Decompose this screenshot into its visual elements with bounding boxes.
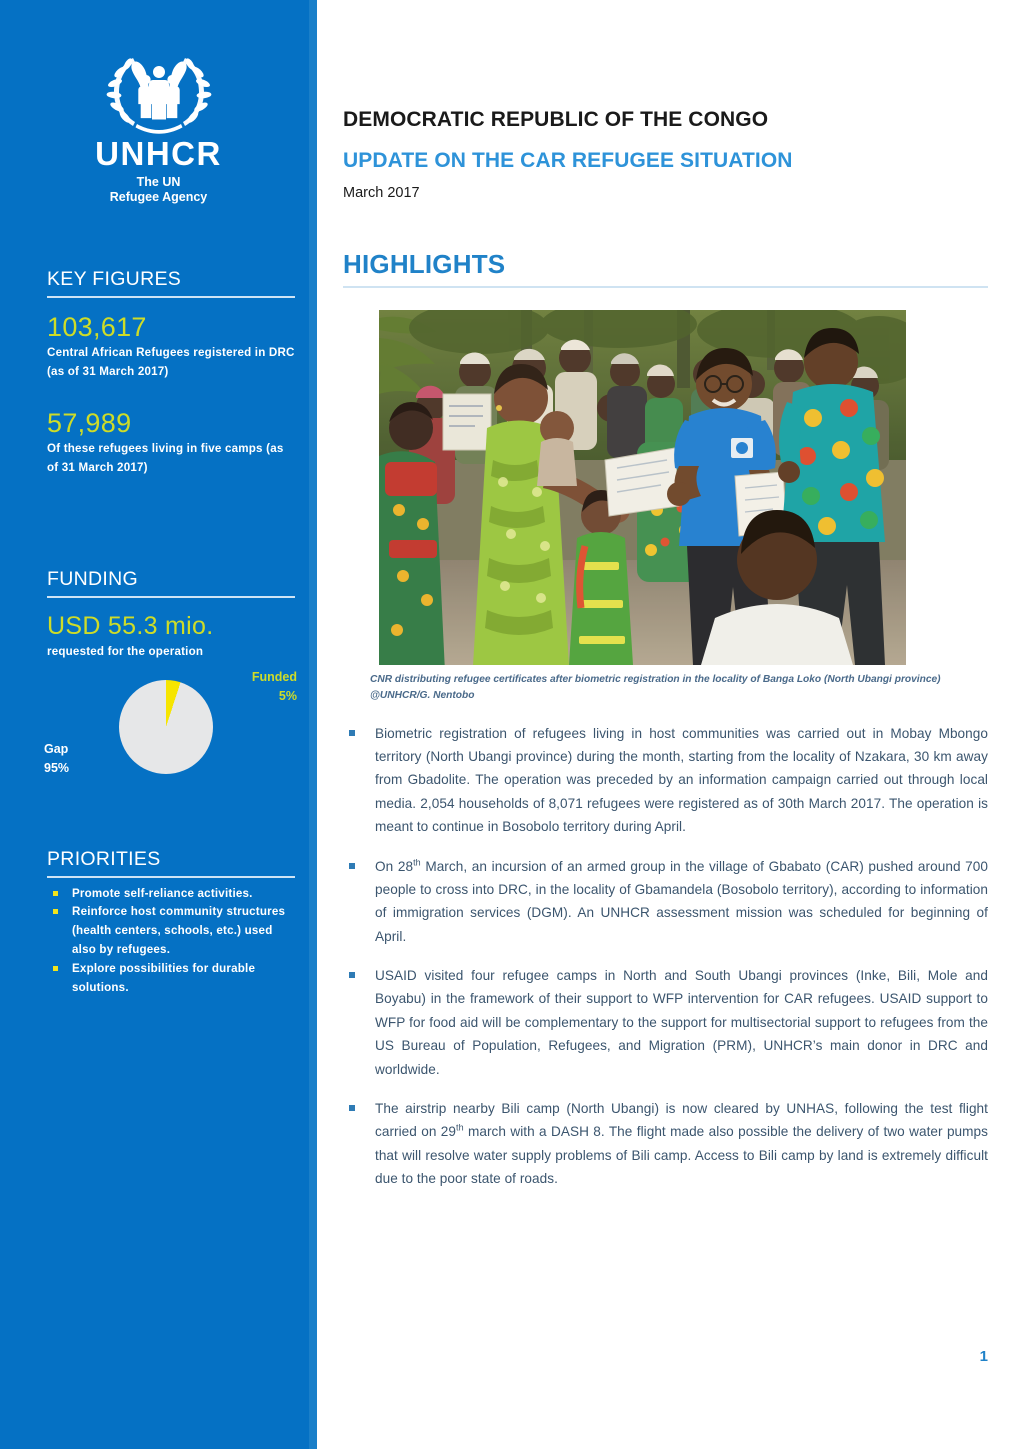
priorities-list	[47, 885, 295, 998]
unhcr-laurel-emblem-icon	[93, 40, 225, 135]
pie-label-gap	[44, 740, 69, 778]
refugee-certificate-distribution-photo	[379, 310, 906, 665]
bullet-square-icon	[349, 1105, 355, 1111]
highlights-bullet-list	[343, 722, 988, 1191]
priority-item	[47, 903, 295, 960]
sidebar	[0, 0, 317, 1449]
pie-label-funded	[252, 668, 297, 706]
page-subtitle: UPDATE ON THE CAR REFUGEE SITUATION	[343, 149, 793, 172]
sidebar-edge-strip	[309, 0, 317, 1449]
highlight-bullet	[343, 722, 988, 839]
highlight-bullet	[343, 964, 988, 1081]
bullet-square-icon	[53, 891, 58, 896]
funding-amount-note: requested for the operation	[47, 645, 204, 658]
bullet-square-icon	[349, 730, 355, 736]
key-figures-section	[47, 268, 295, 478]
highlight-bullet-text: The airstrip nearby Bili camp (North Ubangi) is now cleared by UNHAS, following the test flight carried on 29	[375, 1100, 988, 1140]
bullet-square-icon	[53, 966, 58, 971]
bullet-square-icon	[53, 909, 58, 914]
page-title-country: DEMOCRATIC REPUBLIC OF THE CONGO	[343, 108, 769, 131]
highlights-photo	[379, 310, 906, 665]
pie-label-gap-value: 95%	[44, 760, 70, 775]
key-figures-heading: KEY FIGURES	[47, 268, 182, 290]
priority-item-label: Reinforce host community structures (health centers, schools, etc.) used also by refugees.	[72, 905, 286, 957]
page-number: 1	[979, 1348, 988, 1365]
highlight-bullet-sup: th	[456, 1122, 464, 1133]
funding-pie-chart	[44, 670, 297, 782]
pie-label-funded-text: Funded	[251, 670, 297, 684]
unhcr-tagline	[0, 175, 317, 206]
highlight-bullet-text-cont: march with a DASH 8. The flight made also possible the delivery of two water pumps that will resolve water supply problems of Bili camp. Access to Bili camp by land is extremely difficult due to the poor state of roads.	[375, 1124, 988, 1186]
funding-amount: USD 55.3 mio.	[47, 611, 214, 640]
highlight-bullet-text-cont: March, an incursion of an armed group in the village of Gbabato (CAR) pushed around 700 people to cross into DRC, in the locality of Gbamandela (Bosobolo territory), according to information of immigration services (DGM). An UNHCR assessment mission was scheduled for beginning of April.	[375, 858, 989, 944]
funding-heading: FUNDING	[47, 568, 138, 590]
priorities-divider	[47, 876, 295, 878]
priority-item	[47, 960, 295, 998]
key-figure-description: Central African Refugees registered in DRC (as of 31 March 2017)	[47, 346, 295, 378]
unhcr-tagline-line2: Refugee Agency	[109, 190, 208, 205]
key-figure-description: Of these refugees living in five camps (as of 31 March 2017)	[47, 442, 284, 474]
highlights-divider	[343, 286, 988, 288]
unhcr-logo	[0, 40, 317, 206]
highlight-bullet-text: USAID visited four refugee camps in North and South Ubangi provinces (Inke, Bili, Mole and Boyabu) in the framework of their support to WFP intervention for CAR refugees. USAID support to WFP for food aid will be complementary to the support for multisectorial support to refugees from the US Bureau of Population, Refugees, and Migration (PRM), UNHCR’s main donor in DRC and worldwide.	[375, 968, 988, 1077]
funding-divider	[47, 596, 295, 598]
main-content	[343, 0, 988, 1206]
highlights-heading: HIGHLIGHTS	[343, 249, 506, 279]
report-date: March 2017	[343, 185, 420, 201]
priority-item-label: Promote self-reliance activities.	[72, 886, 253, 900]
priorities-heading: PRIORITIES	[47, 848, 161, 870]
unhcr-wordmark: UNHCR	[95, 135, 222, 172]
key-figure-value: 103,617	[47, 311, 147, 342]
bullet-square-icon	[349, 972, 355, 978]
priorities-section	[47, 848, 295, 998]
highlight-bullet-text: Biometric registration of refugees living in host communities was carried out in Mobay Mbongo territory (North Ubangi province) during the month, starting from the locality of Nzakara, 30 km away from Gbadolite. The operation was preceded by an information campaign carried out through local media. 2,054 households of 8,071 refugees were registered as of 30th March 2017. The operation is meant to continue in Bosobolo territory during April.	[375, 725, 988, 835]
pie-slices	[119, 680, 213, 774]
highlight-bullet	[343, 855, 988, 949]
photo-caption: CNR distributing refugee certificates after biometric registration in the locality of Banga Loko (North Ubangi province) @UNHCR/G. Nentobo	[370, 674, 941, 701]
key-figures-divider	[47, 296, 295, 298]
priority-item	[47, 885, 295, 904]
key-figure-item	[47, 406, 295, 478]
key-figure-item	[47, 310, 295, 382]
priority-item-label: Explore possibilities for durable solutions.	[72, 962, 256, 994]
highlight-bullet	[343, 1097, 988, 1191]
unhcr-tagline-line1: The UN	[136, 174, 181, 189]
bullet-square-icon	[349, 863, 355, 869]
highlight-bullet-sup: th	[413, 856, 421, 867]
pie-label-gap-text: Gap	[44, 742, 69, 756]
pie-label-funded-value: 5%	[278, 688, 297, 703]
funding-section	[44, 568, 297, 782]
highlight-bullet-text: On 28	[375, 858, 414, 874]
key-figure-value: 57,989	[47, 407, 132, 438]
